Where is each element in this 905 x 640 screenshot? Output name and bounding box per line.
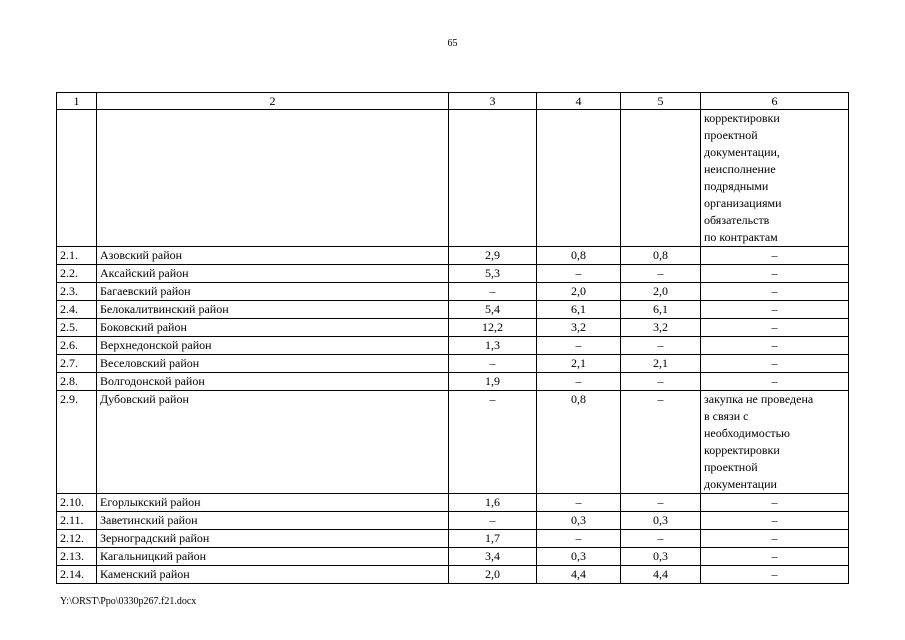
- row-number-cell: 2.1.: [57, 247, 97, 265]
- row-number-cell: 2.5.: [57, 319, 97, 337]
- col-3-cell: 1,7: [449, 530, 537, 548]
- col-5-cell: 6,1: [621, 301, 701, 319]
- row-number-cell: 2.4.: [57, 301, 97, 319]
- col-6-cell: –: [701, 512, 849, 530]
- row-number-cell: 2.13.: [57, 548, 97, 566]
- row-number-cell: 2.3.: [57, 283, 97, 301]
- table-row: [57, 566, 849, 584]
- district-name-cell: Азовский район: [97, 247, 449, 265]
- district-name-cell: Волгодонской район: [97, 373, 449, 391]
- continuation-cell-1: [57, 110, 97, 247]
- table-row: [57, 373, 849, 391]
- col-6-cell: –: [701, 283, 849, 301]
- col-5-cell: 2,0: [621, 283, 701, 301]
- header-col-2: 2: [97, 93, 449, 110]
- district-name-cell: Багаевский район: [97, 283, 449, 301]
- continuation-note-cell: [701, 110, 849, 247]
- row-number-cell: 2.8.: [57, 373, 97, 391]
- col-6-cell: –: [701, 355, 849, 373]
- row-number-cell: 2.14.: [57, 566, 97, 584]
- col-6-cell: –: [701, 337, 849, 355]
- continuation-note-line: неисполнение: [704, 162, 776, 176]
- note-line: закупка не проведена: [704, 392, 814, 406]
- col-3-cell: 12,2: [449, 319, 537, 337]
- table-row: [57, 319, 849, 337]
- row-number-cell: 2.9.: [57, 391, 97, 494]
- district-name-cell: Аксайский район: [97, 265, 449, 283]
- district-name-cell: Боковский район: [97, 319, 449, 337]
- continuation-note-line: по контрактам: [704, 230, 778, 244]
- table-row: [57, 512, 849, 530]
- table-row: [57, 548, 849, 566]
- table-row: [57, 337, 849, 355]
- col-6-cell: –: [701, 265, 849, 283]
- col-4-cell: 0,8: [537, 391, 621, 494]
- col-4-cell: –: [537, 337, 621, 355]
- district-name-cell: Кагальницкий район: [97, 548, 449, 566]
- note-line: корректировки: [704, 443, 780, 457]
- col-4-cell: 3,2: [537, 319, 621, 337]
- col-4-cell: 0,8: [537, 247, 621, 265]
- col-3-cell: –: [449, 512, 537, 530]
- row-number-cell: 2.7.: [57, 355, 97, 373]
- col-5-cell: 0,8: [621, 247, 701, 265]
- col-6-cell: –: [701, 247, 849, 265]
- note-line: в связи с: [704, 409, 749, 423]
- col-5-cell: –: [621, 530, 701, 548]
- header-row: [57, 93, 849, 110]
- row-number-cell: 2.11.: [57, 512, 97, 530]
- col-5-cell: 4,4: [621, 566, 701, 584]
- col-5-cell: –: [621, 373, 701, 391]
- col-5-cell: –: [621, 391, 701, 494]
- district-name-cell: Верхнедонской район: [97, 337, 449, 355]
- col-3-cell: 5,3: [449, 265, 537, 283]
- col-6-cell: –: [701, 494, 849, 512]
- col-3-cell: 2,9: [449, 247, 537, 265]
- col-3-cell: –: [449, 355, 537, 373]
- table-row: [57, 283, 849, 301]
- header-col-3: 3: [449, 93, 537, 110]
- table-row: [57, 530, 849, 548]
- district-name-cell: Заветинский район: [97, 512, 449, 530]
- col-6-cell: –: [701, 319, 849, 337]
- col-3-cell: 3,4: [449, 548, 537, 566]
- col-5-cell: 0,3: [621, 548, 701, 566]
- col-4-cell: –: [537, 265, 621, 283]
- col-3-cell: 2,0: [449, 566, 537, 584]
- continuation-cell-3: [449, 110, 537, 247]
- col-4-cell: –: [537, 530, 621, 548]
- col-4-cell: –: [537, 494, 621, 512]
- col-4-cell: 2,0: [537, 283, 621, 301]
- row-number-cell: 2.10.: [57, 494, 97, 512]
- continuation-note-line: документации,: [704, 145, 780, 159]
- col-6-cell: –: [701, 301, 849, 319]
- col-5-cell: –: [621, 337, 701, 355]
- table-row: [57, 355, 849, 373]
- continuation-note-line: проектной: [704, 128, 758, 142]
- col-3-cell: –: [449, 391, 537, 494]
- page-number: 65: [447, 38, 458, 49]
- col-6-cell: –: [701, 548, 849, 566]
- continuation-note-line: корректировки: [704, 111, 780, 125]
- col-5-cell: 3,2: [621, 319, 701, 337]
- col-4-cell: 0,3: [537, 548, 621, 566]
- table-row: [57, 301, 849, 319]
- header-col-5: 5: [621, 93, 701, 110]
- col-3-cell: 5,4: [449, 301, 537, 319]
- header-col-6: 6: [701, 93, 849, 110]
- continuation-cell-2: [97, 110, 449, 247]
- continuation-note-line: подрядными: [704, 179, 769, 193]
- table-row: [57, 247, 849, 265]
- row-number-cell: 2.2.: [57, 265, 97, 283]
- col-6-cell: –: [701, 530, 849, 548]
- col-3-cell: 1,6: [449, 494, 537, 512]
- district-name-cell: Егорлыкский район: [97, 494, 449, 512]
- header-col-4: 4: [537, 93, 621, 110]
- col-3-cell: –: [449, 283, 537, 301]
- note-line: необходимостью: [704, 426, 791, 440]
- note-line: документации: [704, 477, 777, 491]
- col-6-cell: –: [701, 566, 849, 584]
- note-line: проектной: [704, 460, 758, 474]
- col-5-cell: 2,1: [621, 355, 701, 373]
- col-3-cell: 1,3: [449, 337, 537, 355]
- col-4-cell: 2,1: [537, 355, 621, 373]
- continuation-note-line: организациями: [704, 196, 782, 210]
- col-5-cell: –: [621, 265, 701, 283]
- continuation-cell-5: [621, 110, 701, 247]
- continuation-note-line: обязательств: [704, 213, 770, 227]
- table-row: [57, 265, 849, 283]
- district-name-cell: Дубовский район: [97, 391, 449, 494]
- col-6-cell: –: [701, 373, 849, 391]
- col-4-cell: –: [537, 373, 621, 391]
- district-name-cell: Веселовский район: [97, 355, 449, 373]
- col-5-cell: –: [621, 494, 701, 512]
- col-5-cell: 0,3: [621, 512, 701, 530]
- col-4-cell: 6,1: [537, 301, 621, 319]
- table-row: [57, 494, 849, 512]
- row-number-cell: 2.6.: [57, 337, 97, 355]
- continuation-cell-4: [537, 110, 621, 247]
- district-name-cell: Белокалитвинский район: [97, 301, 449, 319]
- district-name-cell: Каменский район: [97, 566, 449, 584]
- col-4-cell: 0,3: [537, 512, 621, 530]
- file-path-footer: Y:\ORST\Ppo\0330p267.f21.docx: [60, 596, 197, 607]
- continuation-row: [57, 110, 849, 247]
- table-row: [57, 391, 849, 494]
- col-4-cell: 4,4: [537, 566, 621, 584]
- header-col-1: 1: [57, 93, 97, 110]
- district-name-cell: Зерноградский район: [97, 530, 449, 548]
- data-table: [56, 92, 849, 584]
- col-6-cell: [701, 391, 849, 494]
- col-3-cell: 1,9: [449, 373, 537, 391]
- row-number-cell: 2.12.: [57, 530, 97, 548]
